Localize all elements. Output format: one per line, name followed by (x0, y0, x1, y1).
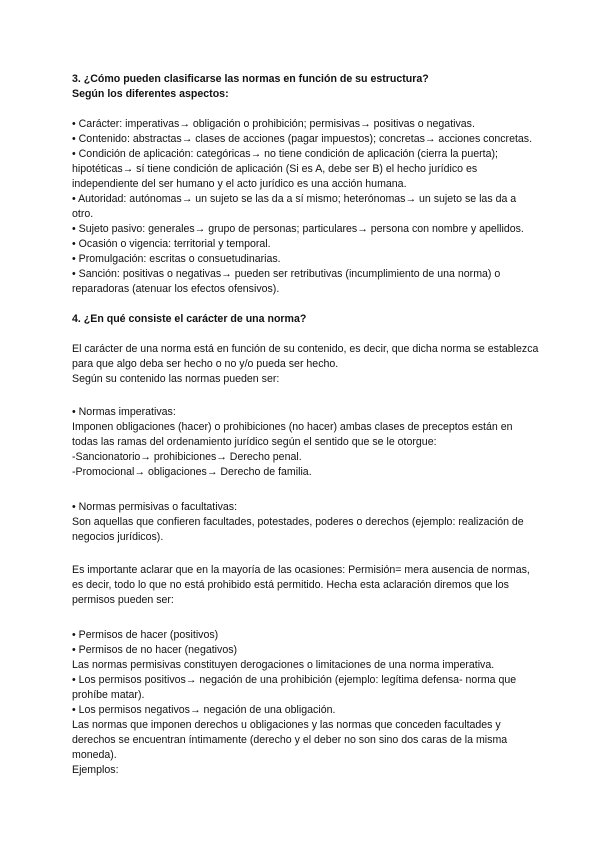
section-4-intro-2: Según su contenido las normas pueden ser: (72, 373, 280, 385)
derogaciones-paragraph: Las normas permisivas constituyen derogaciones o limitaciones de una norma imperativa. (72, 659, 495, 671)
list-item: • Ocasión o vigencia: territorial y temporal. (72, 238, 271, 250)
permiso-no-hacer: • Permisos de no hacer (negativos) (72, 644, 238, 656)
section-3-subtitle: Según los diferentes aspectos: (72, 88, 229, 100)
permisos-positivos: • Los permisos positivos→ negación de una prohibición (ejemplo: legítima defensa- norma que prohíbe matar). (72, 674, 517, 701)
ejemplos-label: Ejemplos: (72, 764, 119, 776)
list-item: • Autoridad: autónomas→ un sujeto se las da a sí mismo; heterónomas→ un sujeto se las da a otro. (72, 193, 517, 220)
list-item: • Contenido: abstractas→ clases de acciones (pagar impuestos); concretas→ acciones concretas. (72, 133, 533, 145)
list-item: • Condición de aplicación: categóricas→ no tiene condición de aplicación (cierra la puerta); hipotéticas→ sí tiene condición de aplicación (Si es A, debe ser B) el hecho jurídico es independiente del ser humano y el acto jurídico es una acción humana. (72, 148, 498, 190)
imperativas-text: Imponen obligaciones (hacer) o prohibiciones (no hacer) ambas clases de preceptos están en todas las ramas del ordenamiento jurídico según el sentido que se le otorgue: (72, 421, 513, 448)
list-item: • Promulgación: escritas o consuetudinarias. (72, 253, 281, 265)
imperativas-title: • Normas imperativas: (72, 406, 176, 418)
aclaracion-paragraph: Es importante aclarar que en la mayoría de las ocasiones: Permisión= mera ausencia de normas, es decir, todo lo que no está prohibido está permitido. Hecha esta aclaración diremos que los permisos pueden ser: (72, 564, 530, 606)
list-item: • Sanción: positivas o negativas→ pueden ser retributivas (incumplimiento de una norma) o reparadoras (atenuar los efectos ofensivos). (72, 268, 501, 295)
list-item: • Sujeto pasivo: generales→ grupo de personas; particulares→ persona con nombre y apellidos. (72, 223, 524, 235)
imperativas-example: -Sancionatorio→ prohibiciones→ Derecho penal. (72, 451, 302, 463)
permisivas-text: Son aquellas que confieren facultades, potestades, poderes o derechos (ejemplo: realización de negocios jurídicos). (72, 516, 524, 543)
section-4-intro: El carácter de una norma está en función de su contenido, es decir, que dicha norma se establezca para que algo deba ser hecho o no y/o pueda ser hecho. (72, 343, 539, 370)
permiso-hacer: • Permisos de hacer (positivos) (72, 629, 219, 641)
section-4-title: 4. ¿En qué consiste el carácter de una norma? (72, 313, 307, 325)
imperativas-example: -Promocional→ obligaciones→ Derecho de familia. (72, 466, 312, 478)
permisos-negativos: • Los permisos negativos→ negación de una obligación. (72, 704, 336, 716)
conclusion-paragraph: Las normas que imponen derechos u obligaciones y las normas que conceden facultades y derechos se encuentran íntimamente (derecho y el deber no son sino dos caras de la misma moneda). (72, 719, 508, 761)
permisivas-title: • Normas permisivas o facultativas: (72, 501, 238, 513)
section-3-title: 3. ¿Cómo pueden clasificarse las normas en función de su estructura? (72, 73, 429, 85)
list-item: • Carácter: imperativas→ obligación o prohibición; permisivas→ positivas o negativas. (72, 118, 475, 130)
classification-list (72, 117, 540, 297)
